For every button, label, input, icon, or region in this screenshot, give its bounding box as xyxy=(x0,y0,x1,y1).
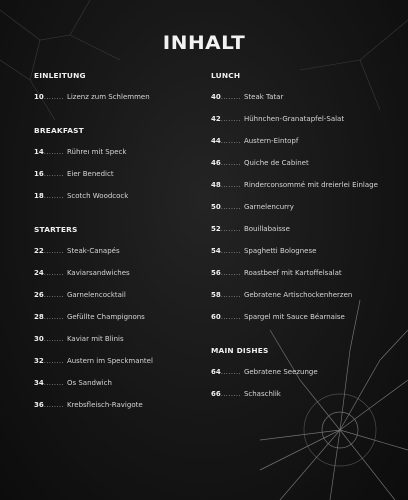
toc-leader-dots: ........ xyxy=(220,247,241,255)
toc-entry[interactable] xyxy=(211,389,391,411)
section-gap xyxy=(211,334,391,345)
toc-section xyxy=(34,125,214,224)
toc-left-column xyxy=(34,70,214,422)
toc-entry[interactable] xyxy=(211,92,391,114)
page-title: INHALT xyxy=(162,32,246,54)
toc-entry[interactable] xyxy=(34,191,214,213)
toc-leader-dots: ........ xyxy=(220,291,241,299)
toc-entry[interactable] xyxy=(34,268,214,290)
toc-entry-label: Hühnchen-Granatapfel-Salat xyxy=(243,115,345,123)
toc-page-number: 34 xyxy=(34,379,44,387)
toc-leader-dots: ........ xyxy=(43,192,64,200)
toc-page-number: 44 xyxy=(211,137,221,145)
toc-entry[interactable] xyxy=(211,246,391,268)
section-title: MAIN DISHES xyxy=(211,346,269,355)
toc-page-number: 32 xyxy=(34,357,44,365)
toc-entry[interactable] xyxy=(211,367,391,389)
toc-page-number: 58 xyxy=(211,291,221,299)
toc-entry[interactable] xyxy=(34,147,214,169)
toc-leader-dots: ........ xyxy=(220,368,241,376)
toc-leader-dots: ........ xyxy=(43,401,64,409)
toc-entry[interactable] xyxy=(34,334,214,356)
toc-entry-label: Garnelencurry xyxy=(243,203,294,211)
toc-leader-dots: ........ xyxy=(43,247,64,255)
section-title: EINLEITUNG xyxy=(34,71,86,80)
toc-leader-dots: ........ xyxy=(220,390,241,398)
toc-leader-dots: ........ xyxy=(220,269,241,277)
toc-entry[interactable] xyxy=(34,400,214,422)
toc-leader-dots: ........ xyxy=(220,115,241,123)
toc-entry[interactable] xyxy=(211,180,391,202)
toc-leader-dots: ........ xyxy=(43,357,64,365)
toc-entry-label: Rinderconsommé mit dreierlei Einlage xyxy=(243,181,378,189)
toc-leader-dots: ........ xyxy=(220,225,241,233)
toc-entry[interactable] xyxy=(211,268,391,290)
toc-entry[interactable] xyxy=(34,312,214,334)
toc-entry[interactable] xyxy=(34,92,214,114)
toc-entry-label: Austern-Eintopf xyxy=(243,137,299,145)
toc-page-number: 14 xyxy=(34,148,44,156)
toc-entry-label: Steak-Canapés xyxy=(66,247,120,255)
toc-leader-dots: ........ xyxy=(220,203,241,211)
toc-entry-label: Lizenz zum Schlemmen xyxy=(66,93,150,101)
toc-entry-label: Eier Benedict xyxy=(66,170,114,178)
toc-page-number: 30 xyxy=(34,335,44,343)
toc-entry-label: Kaviar mit Blinis xyxy=(66,335,124,343)
toc-section xyxy=(34,70,214,125)
toc-leader-dots: ........ xyxy=(43,170,64,178)
toc-entry-label: Gebratene Artischockenherzen xyxy=(243,291,353,299)
toc-page-number: 22 xyxy=(34,247,44,255)
toc-entry[interactable] xyxy=(211,224,391,246)
toc-entry[interactable] xyxy=(211,312,391,334)
toc-entry-label: Spargel mit Sauce Béarnaise xyxy=(243,313,345,321)
toc-entry[interactable] xyxy=(211,158,391,180)
toc-entry[interactable] xyxy=(34,378,214,400)
toc-page-number: 48 xyxy=(211,181,221,189)
toc-section xyxy=(34,224,214,422)
toc-leader-dots: ........ xyxy=(220,137,241,145)
toc-entry-label: Garnelencocktail xyxy=(66,291,126,299)
toc-leader-dots: ........ xyxy=(43,291,64,299)
toc-page-number: 16 xyxy=(34,170,44,178)
section-gap xyxy=(34,114,214,125)
toc-entry-label: Spaghetti Bolognese xyxy=(243,247,317,255)
toc-section xyxy=(211,345,391,411)
section-title: BREAKFAST xyxy=(34,126,84,135)
toc-page-number: 28 xyxy=(34,313,44,321)
toc-page-number: 60 xyxy=(211,313,221,321)
toc-entry[interactable] xyxy=(34,356,214,378)
toc-page-number: 50 xyxy=(211,203,221,211)
toc-leader-dots: ........ xyxy=(43,335,64,343)
toc-entry[interactable] xyxy=(211,202,391,224)
toc-page-number: 40 xyxy=(211,93,221,101)
toc-entry-label: Steak Tatar xyxy=(243,93,284,101)
toc-entry-label: Gefüllte Champignons xyxy=(66,313,145,321)
toc-entry-label: Scotch Woodcock xyxy=(66,192,129,200)
toc-leader-dots: ........ xyxy=(43,379,64,387)
toc-leader-dots: ........ xyxy=(43,93,64,101)
section-title: STARTERS xyxy=(34,225,78,234)
toc-page-number: 66 xyxy=(211,390,221,398)
toc-section xyxy=(211,70,391,345)
toc-entry[interactable] xyxy=(211,136,391,158)
toc-page-number: 56 xyxy=(211,269,221,277)
toc-page-number: 42 xyxy=(211,115,221,123)
toc-leader-dots: ........ xyxy=(220,93,241,101)
toc-page-number: 24 xyxy=(34,269,44,277)
toc-entry-label: Roastbeef mit Kartoffelsalat xyxy=(243,269,342,277)
toc-page-number: 36 xyxy=(34,401,44,409)
section-gap xyxy=(34,213,214,224)
toc-entry-label: Gebratene Seezunge xyxy=(243,368,318,376)
toc-entry-label: Schaschlik xyxy=(243,390,281,398)
toc-page-number: 26 xyxy=(34,291,44,299)
toc-page-number: 18 xyxy=(34,192,44,200)
toc-page-number: 54 xyxy=(211,247,221,255)
toc-entry[interactable] xyxy=(211,114,391,136)
toc-leader-dots: ........ xyxy=(220,313,241,321)
toc-entry-label: Quiche de Cabinet xyxy=(243,159,309,167)
toc-leader-dots: ........ xyxy=(43,269,64,277)
toc-page-number: 52 xyxy=(211,225,221,233)
toc-page-number: 64 xyxy=(211,368,221,376)
toc-page-number: 46 xyxy=(211,159,221,167)
toc-right-column xyxy=(211,70,391,411)
toc-entry-label: Krebsfleisch-Ravigote xyxy=(66,401,143,409)
toc-entry-label: Austern im Speckmantel xyxy=(66,357,153,365)
toc-entry-label: Bouillabaisse xyxy=(243,225,290,233)
section-title: LUNCH xyxy=(211,71,241,80)
toc-entry-label: Kaviarsandwiches xyxy=(66,269,130,277)
toc-entry[interactable] xyxy=(34,169,214,191)
toc-page-number: 10 xyxy=(34,93,44,101)
toc-leader-dots: ........ xyxy=(43,148,64,156)
toc-leader-dots: ........ xyxy=(43,313,64,321)
toc-entry-label: Rühreı mit Speck xyxy=(66,148,127,156)
toc-entry[interactable] xyxy=(34,290,214,312)
toc-entry[interactable] xyxy=(34,246,214,268)
toc-leader-dots: ........ xyxy=(220,159,241,167)
toc-entry-label: Os Sandwich xyxy=(66,379,112,387)
toc-leader-dots: ........ xyxy=(220,181,241,189)
toc-entry[interactable] xyxy=(211,290,391,312)
